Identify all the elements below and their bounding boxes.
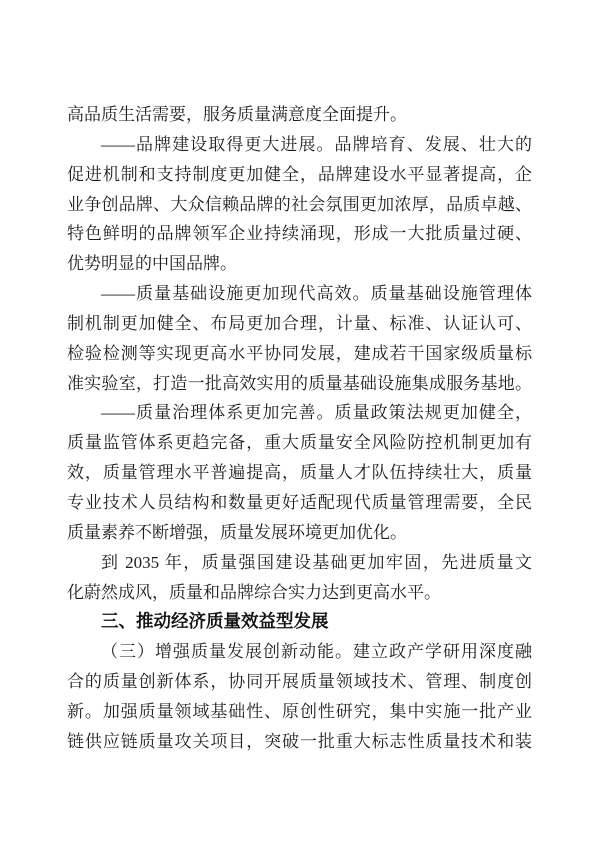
text-line: 促进机制和支持制度更加健全，品牌建设水平显著提高，企: [67, 164, 532, 184]
text-line: 业争创品牌、大众信赖品牌的社会氛围更加浓厚，品质卓越、: [67, 194, 532, 214]
text-line: 质量素养不断增强，质量发展环境更加优化。: [67, 522, 407, 542]
text-line: 制机制更加健全、布局更加合理，计量、标准、认证认可、: [67, 313, 532, 333]
text-line: 专业技术人员结构和数量更好适配现代质量管理需要，全民: [67, 492, 532, 512]
text-line: 合的质量创新体系，协同开展质量领域技术、管理、制度创: [67, 672, 532, 692]
text-line: 化蔚然成风，质量和品牌综合实力达到更高水平。: [67, 582, 441, 602]
text-line: 准实验室，打造一批高效实用的质量基础设施集成服务基地。: [67, 373, 532, 393]
text-block: [67, 100, 532, 757]
text-line: 新。加强质量领域基础性、原创性研究，集中实施一批产业: [67, 701, 532, 721]
text-line: 检验检测等实现更高水平协同发展，建成若干国家级质量标: [67, 343, 532, 363]
text-line: （三）增强质量发展创新动能。建立政产学研用深度融: [101, 642, 532, 662]
text-line: ——品牌建设取得更大进展。品牌培育、发展、壮大的: [101, 134, 532, 154]
section-heading: 三、推动经济质量效益型发展: [101, 611, 329, 632]
text-line: 到 2035 年，质量强国建设基础更加牢固，先进质量文: [101, 552, 532, 572]
text-line: 特色鲜明的品牌领军企业持续涌现，形成一大批质量过硬、: [67, 224, 532, 244]
text-line: 效，质量管理水平普遍提高，质量人才队伍持续壮大，质量: [67, 463, 532, 483]
text-line: 高品质生活需要，服务质量满意度全面提升。: [67, 105, 407, 124]
text-line: 优势明显的中国品牌。: [67, 254, 237, 274]
text-line: 链供应链质量攻关项目，突破一批重大标志性质量技术和装: [67, 731, 532, 751]
text-line: ——质量基础设施更加现代高效。质量基础设施管理体: [101, 284, 532, 304]
text-line: 质量监管体系更趋完备，重大质量安全风险防控机制更加有: [67, 433, 532, 453]
text-line: ——质量治理体系更加完善。质量政策法规更加健全，: [101, 403, 532, 423]
